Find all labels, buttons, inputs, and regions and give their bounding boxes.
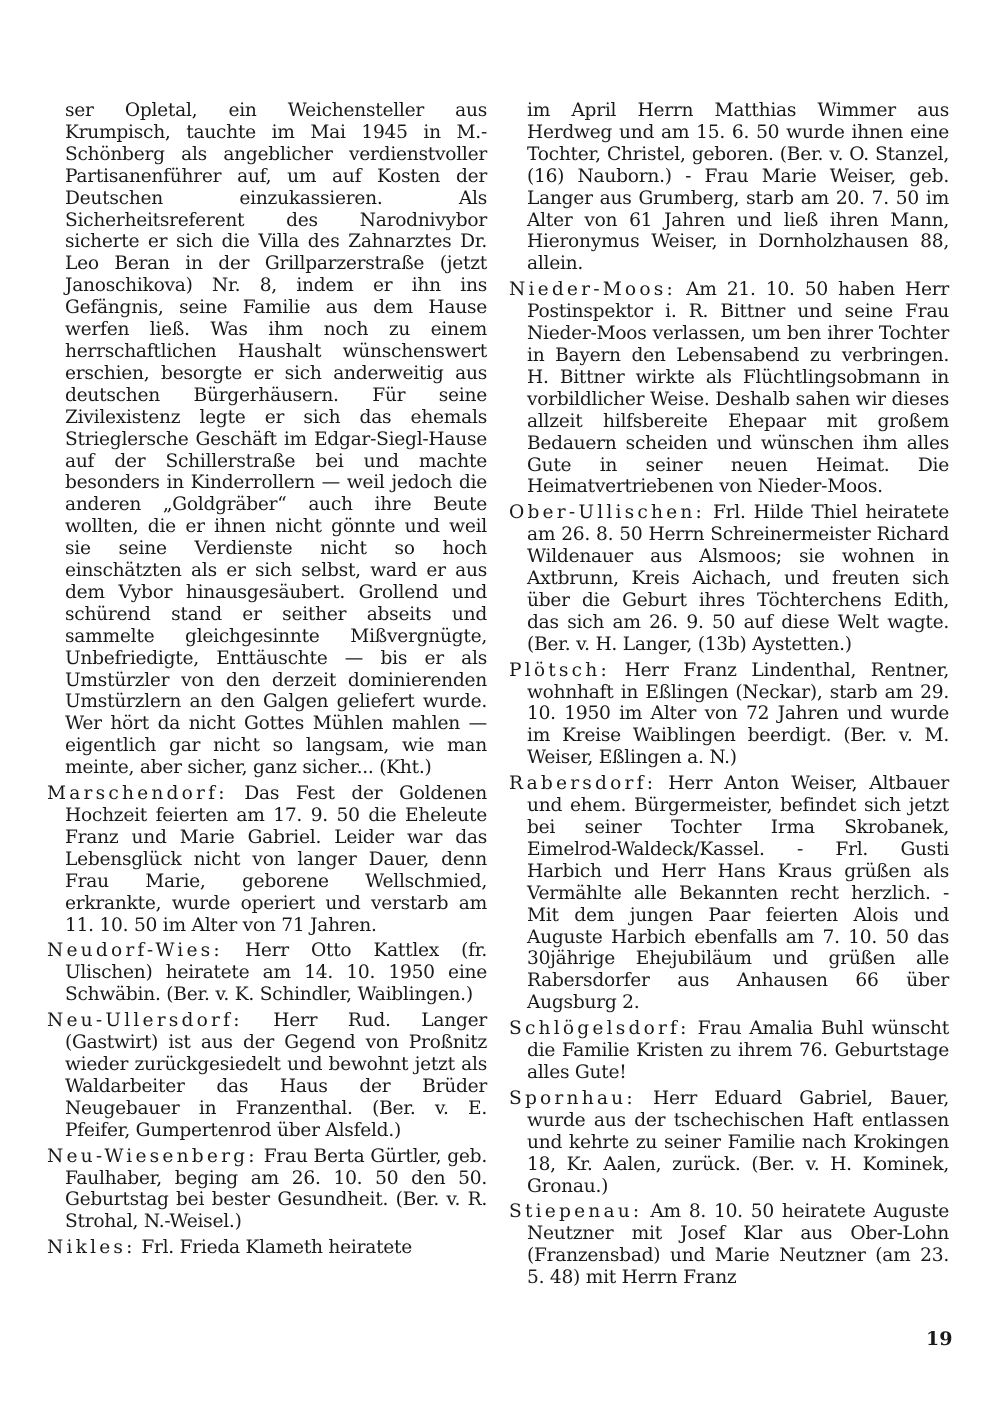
entry-nieder-moos (509, 279, 949, 498)
right-column (509, 100, 949, 1289)
place-name: Nieder-Moos: (509, 279, 676, 301)
entry-stiepenau (509, 1201, 949, 1289)
entry-text: Herr Eduard Gabriel, Bauer, wurde aus der tschechischen Haft entlassen und kehrte zu seiner Familie nach Krokingen 18, Kr. Aalen, zurück. (Ber. v. H. Kominek, Gronau.) (527, 1087, 949, 1197)
left-column (47, 100, 487, 1259)
entry-text: Frau Amalia Buhl wünscht die Familie Kristen zu ihrem 76. Geburtstage alles Gute! (527, 1018, 949, 1083)
place-name: Neudorf-Wies: (47, 940, 223, 962)
place-name: Schlögelsdorf: (509, 1018, 690, 1040)
entry-marschendorf (47, 783, 487, 936)
entry-ploetsch (509, 660, 949, 770)
place-name: Nikles: (47, 1237, 136, 1259)
place-name: Ober-Ullischen: (509, 502, 706, 524)
entry-neu-wiesenberg (47, 1146, 487, 1234)
entry-spornhau (509, 1088, 949, 1198)
place-name: Rabersdorf: (509, 773, 657, 795)
entry-ober-ullischen (509, 502, 949, 655)
entry-rabersdorf (509, 773, 949, 1014)
entry-text: Frl. Frieda Klameth heiratete (141, 1237, 413, 1259)
entry-neudorf-wies (47, 940, 487, 1006)
place-name: Stiepenau: (509, 1201, 643, 1223)
entry-text: Herr Otto Kattlex (fr. Ulischen) heiratete am 14. 10. 1950 eine Schwäbin. (Ber. v. K. Schindler, Waiblingen.) (65, 940, 488, 1006)
entry-schloegelsdorf (509, 1018, 949, 1084)
entry-text: Frl. Hilde Thiel heiratete am 26. 8. 50 Herrn Schreinermeister Richard Wildenauer aus Alsmoos; sie wohnen in Axtbrunn, Kreis Aichach, und freuten sich über die Geburt ihres Töchterchens Edith, das sich am 26. 9. 50 auf diese Welt wagte. (Ber. v. H. Langer, (13b) Aystetten.) (527, 502, 949, 655)
entry-text: Das Fest der Goldenen Hochzeit feierten am 17. 9. 50 die Eheleute Franz und Marie Gabriel. Leider war das Lebensglück nicht von langer Dauer, denn Frau Marie, geborene Wellschmied, erkrankte, wurde operiert und verstarb am 11. 10. 50 im Alter von 71 Jahren. (65, 783, 487, 936)
entry-text: Herr Franz Lindenthal, Rentner, wohnhaft in Eßlingen (Neckar), starb am 29. 10. 1950 im Alter von 72 Jahren und wurde im Kreise Waiblingen beerdigt. (Ber. v. M. Weiser, Eßlingen a. N.) (527, 659, 949, 769)
entry-text: Herr Anton Weiser, Altbauer und ehem. Bürgermeister, befindet sich jetzt bei seiner Tochter Irma Skrobanek, Eimelrod-Waldeck/Kassel. - Frl. Gusti Harbich und Herr Hans Kraus grüßen als Vermählte alle Bekannten recht herzlich. - Mit dem jungen Paar feierten Alois und Auguste Harbich ebenfalls am 7. 10. 50 das 30jährige Ehejubiläum und grüßen alle Rabersdorfer aus Anhausen 66 über Augsburg 2. (527, 773, 949, 1014)
place-name: Spornhau: (509, 1087, 636, 1109)
page-number: 19 (926, 1328, 953, 1350)
place-name: Plötsch: (509, 659, 610, 681)
entry-nikles (47, 1237, 487, 1259)
entry-text: Am 21. 10. 50 haben Herr Postinspektor i. R. Bittner und seine Frau Nieder-Moos verlassen, um ben ihrer Tochter in Bayern den Lebensabend zu verbringen. H. Bittner wirkte als Flüchtlingsobmann in vorbildlicher Weise. Deshalb sahen wir dieses allzeit hilfsbereite Ehepaar mit großem Bedauern scheiden und wünschen ihm alles Gute in seiner neuen Heimat. Die Heimatvertriebenen von Nieder-Moos. (527, 279, 949, 498)
continued-article-text: ser Opletal, ein Weichensteller aus Krumpisch, tauchte im Mai 1945 in M.-Schönberg als angeblicher verdienstvoller Partisanenführer auf, um auf Kosten der Deutschen einzukassieren. Als Sicherheitsreferent des Narodnivybor sicherte er sich die Villa des Zahnarztes Dr. Leo Beran in der Grillparzerstraße (jetzt Janoschikova) Nr. 8, indem er ihn ins Gefängnis, seine Familie aus dem Hause werfen ließ. Was ihm noch zu einem herrschaftlichen Haushalt wünschenswert erschien, besorgte er sich anderweitig aus deutschen Bürgerhäusern. Für seine Zivilexistenz legte er sich das ehemals Strieglersche Geschäft im Edgar-Siegl-Hause auf der Schillerstraße bei und machte besonders in Kinderrollern — weil jedoch die anderen „Goldgräber“ auch ihre Beute wollten, die er ihnen nicht gönnte und weil sie seine Verdienste nicht so hoch einschätzten als er sich selbst, ward er aus dem Vybor hinausgesäubert. Grollend und schürend stand er seither abseits und sammelte gleichgesinnte Mißvergnügte, Unbefriedigte, Enttäuschte — bis er als Umstürzler von den derzeit dominierenden Umstürzlern an den Galgen geliefert wurde. Wer hört da nicht Gottes Mühlen mahlen — eigentlich gar nicht so langsam, wie man meinte, aber sicher, ganz sicher... (Kht.) (65, 100, 487, 779)
entry-text: Herr Rud. Langer (Gastwirt) ist aus der Gegend von Proßnitz wieder zurückgesiedelt und bewohnt jetzt als Waldarbeiter das Haus der Brüder Neugebauer in Franzenthal. (Ber. v. E. Pfeifer, Gumpertenrod über Alsfeld.) (65, 1010, 487, 1141)
place-name: Neu-Ullersdorf: (47, 1010, 243, 1032)
entry-text: Am 8. 10. 50 heiratete Auguste Neutzner mit Josef Klar aus Ober-Lohn (Franzensbad) und Marie Neutzner (am 23. 5. 48) mit Herrn Franz (527, 1201, 949, 1289)
entry-neu-ullersdorf (47, 1010, 487, 1141)
place-name: Marschendorf: (47, 783, 228, 805)
continued-entry-text: im April Herrn Matthias Wimmer aus Herdweg und am 15. 6. 50 wurde ihnen eine Tochter, Christel, geboren. (Ber. v. O. Stanzel, (16) Nauborn.) - Frau Marie Weiser, geb. Langer aus Grumberg, starb am 20. 7. 50 im Alter von 61 Jahren und ließ ihren Mann, Hieronymus Weiser, in Dornholzhausen 88, allein. (527, 100, 949, 275)
entry-text: Frau Berta Gürtler, geb. Faulhaber, beging am 26. 10. 50 den 50. Geburtstag bei bester Gesundheit. (Ber. v. R. Strohal, N.-Weisel.) (65, 1145, 487, 1233)
place-name: Neu-Wiesenberg: (47, 1145, 258, 1167)
